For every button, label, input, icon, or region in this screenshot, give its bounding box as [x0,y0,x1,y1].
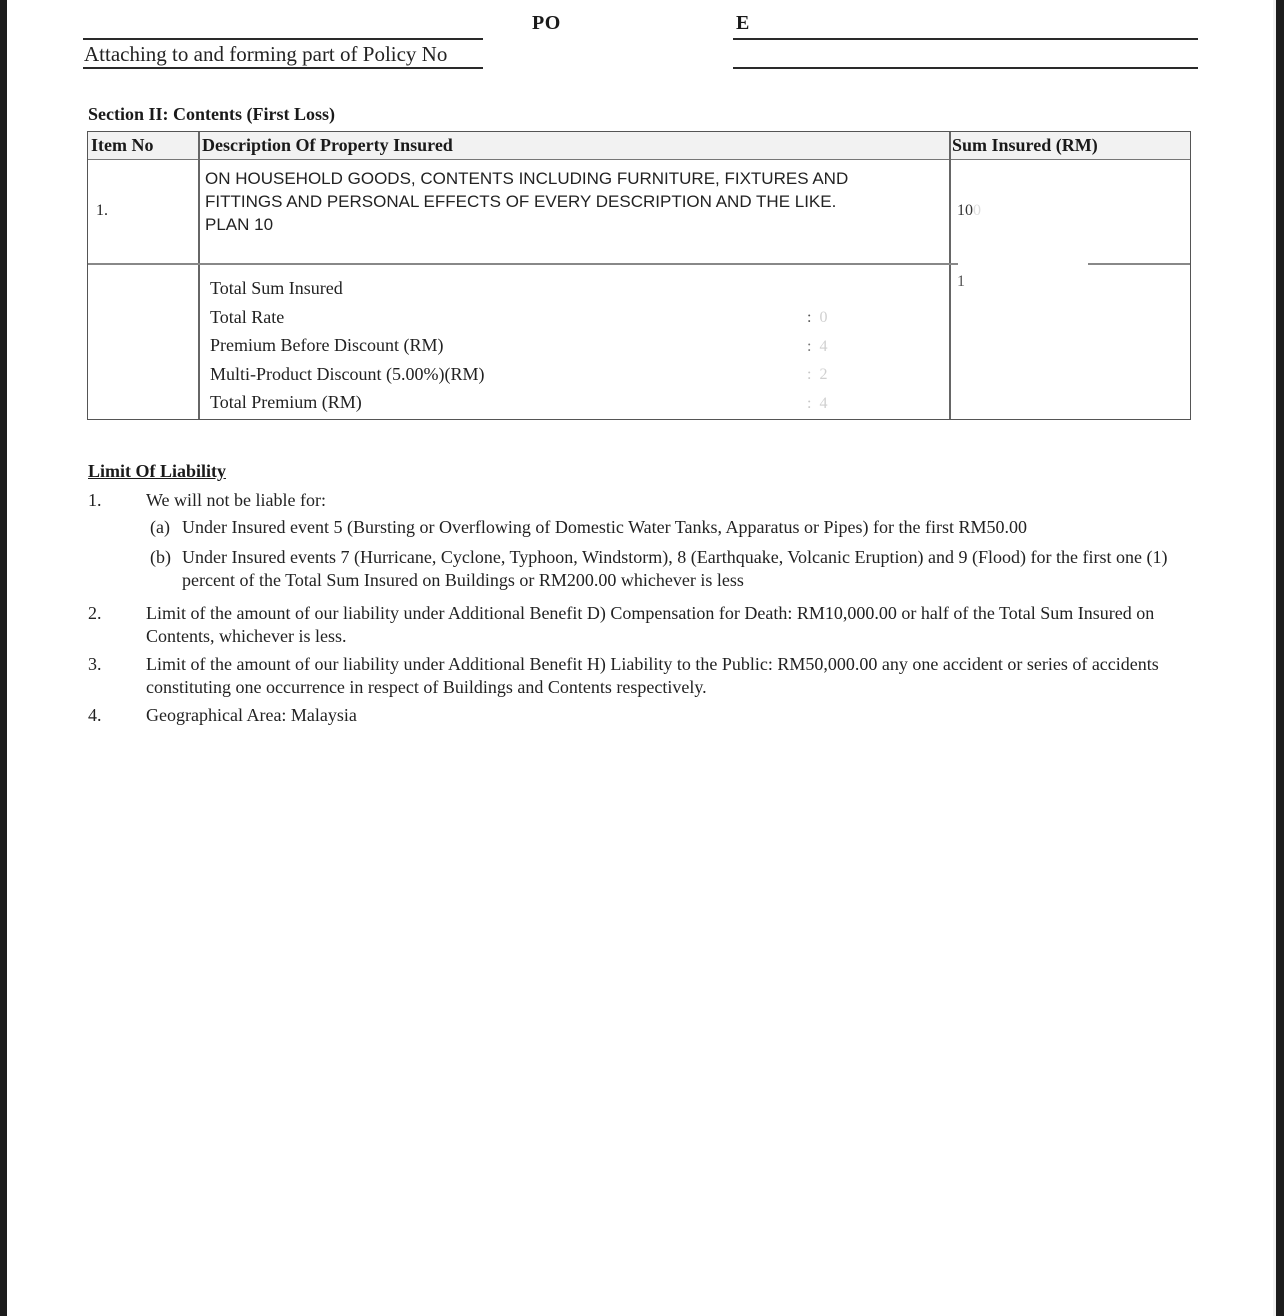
item-number: 1. [96,202,108,219]
header-sum-insured: Sum Insured (RM) [952,135,1098,155]
colon: : [807,366,812,383]
total-label: Multi-Product Discount (5.00%)(RM) [210,363,485,384]
redaction-gap [958,262,1088,266]
header-rule-top-left [83,38,483,40]
total-value: 2 [819,366,828,383]
header-rule-bottom-left [83,67,483,69]
total-value: 4 [819,394,828,412]
liability-item-text: Limit of the amount of our liability under Additional Benefit H) Liability to the Public: RM50,000.00 any one accident or series of accidents constituting one occurrence in respect of Buildings and Contents respectively. [146,654,1159,697]
header-rule-bottom-right [733,67,1198,69]
column-divider [949,132,951,419]
item-sum-insured [957,202,981,220]
header-rule-top-right [733,38,1198,40]
colon: : [807,309,812,326]
description-line: PLAN 10 [205,215,274,234]
limit-of-liability-title: Limit Of Liability [88,461,227,481]
contents-table [87,131,1191,420]
title-fragment-end: E [736,12,750,34]
column-divider [198,132,200,419]
colon: : [807,337,812,355]
total-label: Premium Before Discount (RM) [210,335,444,355]
total-label: Total Rate [210,306,285,327]
liability-item-number: 4. [88,705,102,725]
total-value: 4 [819,337,828,355]
header-item-no: Item No [91,135,154,155]
policy-attachment-label: Attaching to and forming part of Policy No [84,42,448,66]
liability-item-number: 3. [88,654,102,674]
sum-insured-faded: 0 [973,202,981,219]
subitem-text: Under Insured events 7 (Hurricane, Cyclone, Typhoon, Windstorm), 8 (Earthquake, Volcanic Eruption) and 9 (Flood) for the first one (1) percent of the Total Sum Insured on Buildings or RM200.00 whichever is less [182,547,1168,590]
sum-insured-visible: 10 [957,202,973,219]
total-sum-insured-value: 1 [957,273,965,290]
total-label: Total Premium (RM) [210,392,362,412]
totals-values [807,304,827,418]
colon: : [807,394,812,412]
liability-item-text: Limit of the amount of our liability under Additional Benefit D) Compensation for Death: RM10,000.00 or half of the Total Sum Insured on Contents, whichever is less. [146,603,1155,646]
description-line: FITTINGS AND PERSONAL EFFECTS OF EVERY DESCRIPTION AND THE LIKE. [205,192,837,211]
total-label: Total Sum Insured [210,278,343,298]
document-title [532,12,750,35]
document-page [7,0,1276,1316]
liability-item-text: Geographical Area: Malaysia [146,705,357,725]
liability-item-number: 2. [88,603,102,623]
description-line: ON HOUSEHOLD GOODS, CONTENTS INCLUDING FURNITURE, FIXTURES AND [205,169,849,188]
total-value: 0 [819,309,828,326]
item-description [205,167,945,236]
totals-labels [210,274,484,417]
liability-item-number: 1. [88,490,102,510]
section-title: Section II: Contents (First Loss) [88,104,335,124]
title-fragment-start: PO [532,12,561,34]
subitem-text: Under Insured event 5 (Bursting or Overflowing of Domestic Water Tanks, Apparatus or Pipes) for the first RM50.00 [182,517,1027,537]
subitem-label: (a) [150,517,170,537]
page-edge [1273,0,1276,1316]
subitem-label: (b) [150,547,171,567]
liability-item-text: We will not be liable for: [146,490,326,510]
header-description: Description Of Property Insured [202,135,453,155]
